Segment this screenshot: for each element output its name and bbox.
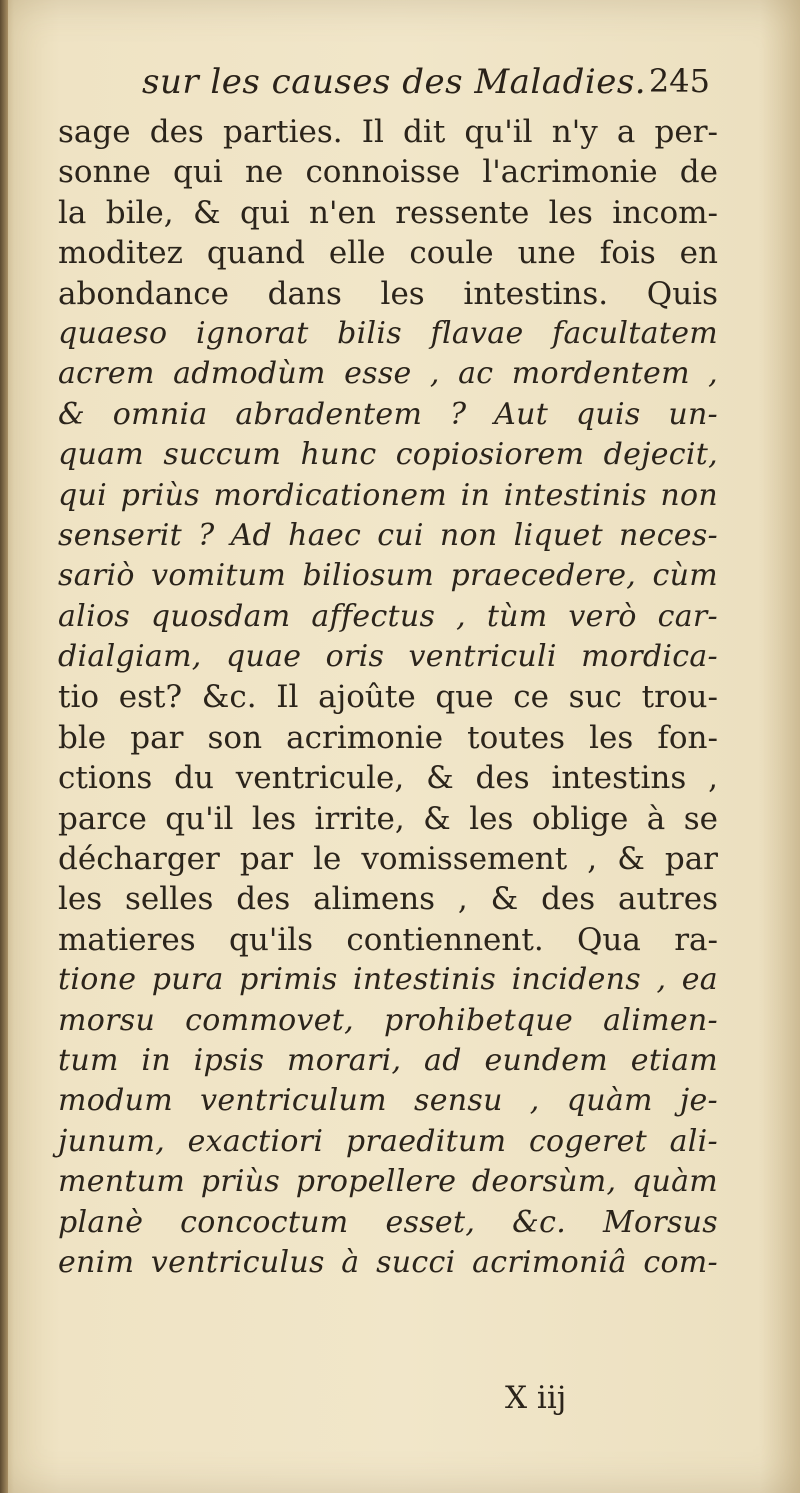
text-line: quam succum hunc copiosiorem dejecit,	[58, 437, 718, 473]
text-line: junum, exactiori praeditum cogeret ali-	[58, 1123, 718, 1159]
text-line: qui priùs mordicationem in intestinis non	[58, 477, 718, 513]
text-line: abondance dans les intestins. Quis	[58, 275, 718, 312]
text-line: alios quosdam affectus , tùm verò car-	[58, 598, 718, 634]
text-line: tio est? &c. Il ajoûte que ce suc trou-	[58, 679, 718, 716]
text-line: les selles des alimens , & des autres	[58, 881, 718, 918]
page-header	[142, 62, 710, 112]
text-line: acrem admodùm esse , ac mordentem ,	[58, 356, 718, 392]
page-number: 245	[648, 62, 710, 100]
text-line: planè concoctum esset, &c. Morsus	[58, 1204, 718, 1240]
text-line: ctions du ventricule, & des intestins ,	[58, 760, 718, 797]
text-line: la bile, & qui n'en ressente les incom-	[58, 194, 718, 231]
text-line: morsu commovet, prohibetque alimen-	[58, 1002, 718, 1038]
body-text	[58, 112, 718, 1283]
text-line: tum in ipsis morari, ad eundem etiam	[58, 1042, 718, 1078]
text-line: & omnia abradentem ? Aut quis un-	[58, 396, 718, 432]
text-line: tione pura primis intestinis incidens , ea	[58, 962, 718, 998]
text-line: parce qu'il les irrite, & les oblige à se	[58, 800, 718, 837]
text-line: sage des parties. Il dit qu'il n'y a per-	[58, 114, 718, 150]
running-title: sur les causes des Maladies.	[142, 62, 647, 102]
text-line: décharger par le vomissement , & par	[58, 841, 718, 878]
text-line: mentum priùs propellere deorsùm, quàm	[58, 1164, 718, 1200]
text-line: sonne qui ne connoisse l'acrimonie de	[58, 154, 718, 191]
text-line: dialgiam, quae oris ventriculi mordica-	[58, 639, 718, 675]
text-line: senserit ? Ad haec cui non liquet neces-	[58, 517, 718, 553]
text-line: sariò vomitum biliosum praecedere, cùm	[58, 558, 718, 594]
book-spine-shadow	[0, 0, 8, 1493]
text-line: quaeso ignorat bilis flavae facultatem	[58, 315, 718, 351]
signature-mark: X iij	[505, 1380, 567, 1416]
text-line: matieres qu'ils contiennent. Qua ra-	[58, 921, 718, 958]
text-line: modum ventriculum sensu , quàm je-	[58, 1083, 718, 1119]
text-line: ble par son acrimonie toutes les fon-	[58, 719, 718, 756]
text-line: moditez quand elle coule une fois en	[58, 235, 718, 272]
text-line: enim ventriculus à succi acrimoniâ com-	[58, 1244, 718, 1280]
